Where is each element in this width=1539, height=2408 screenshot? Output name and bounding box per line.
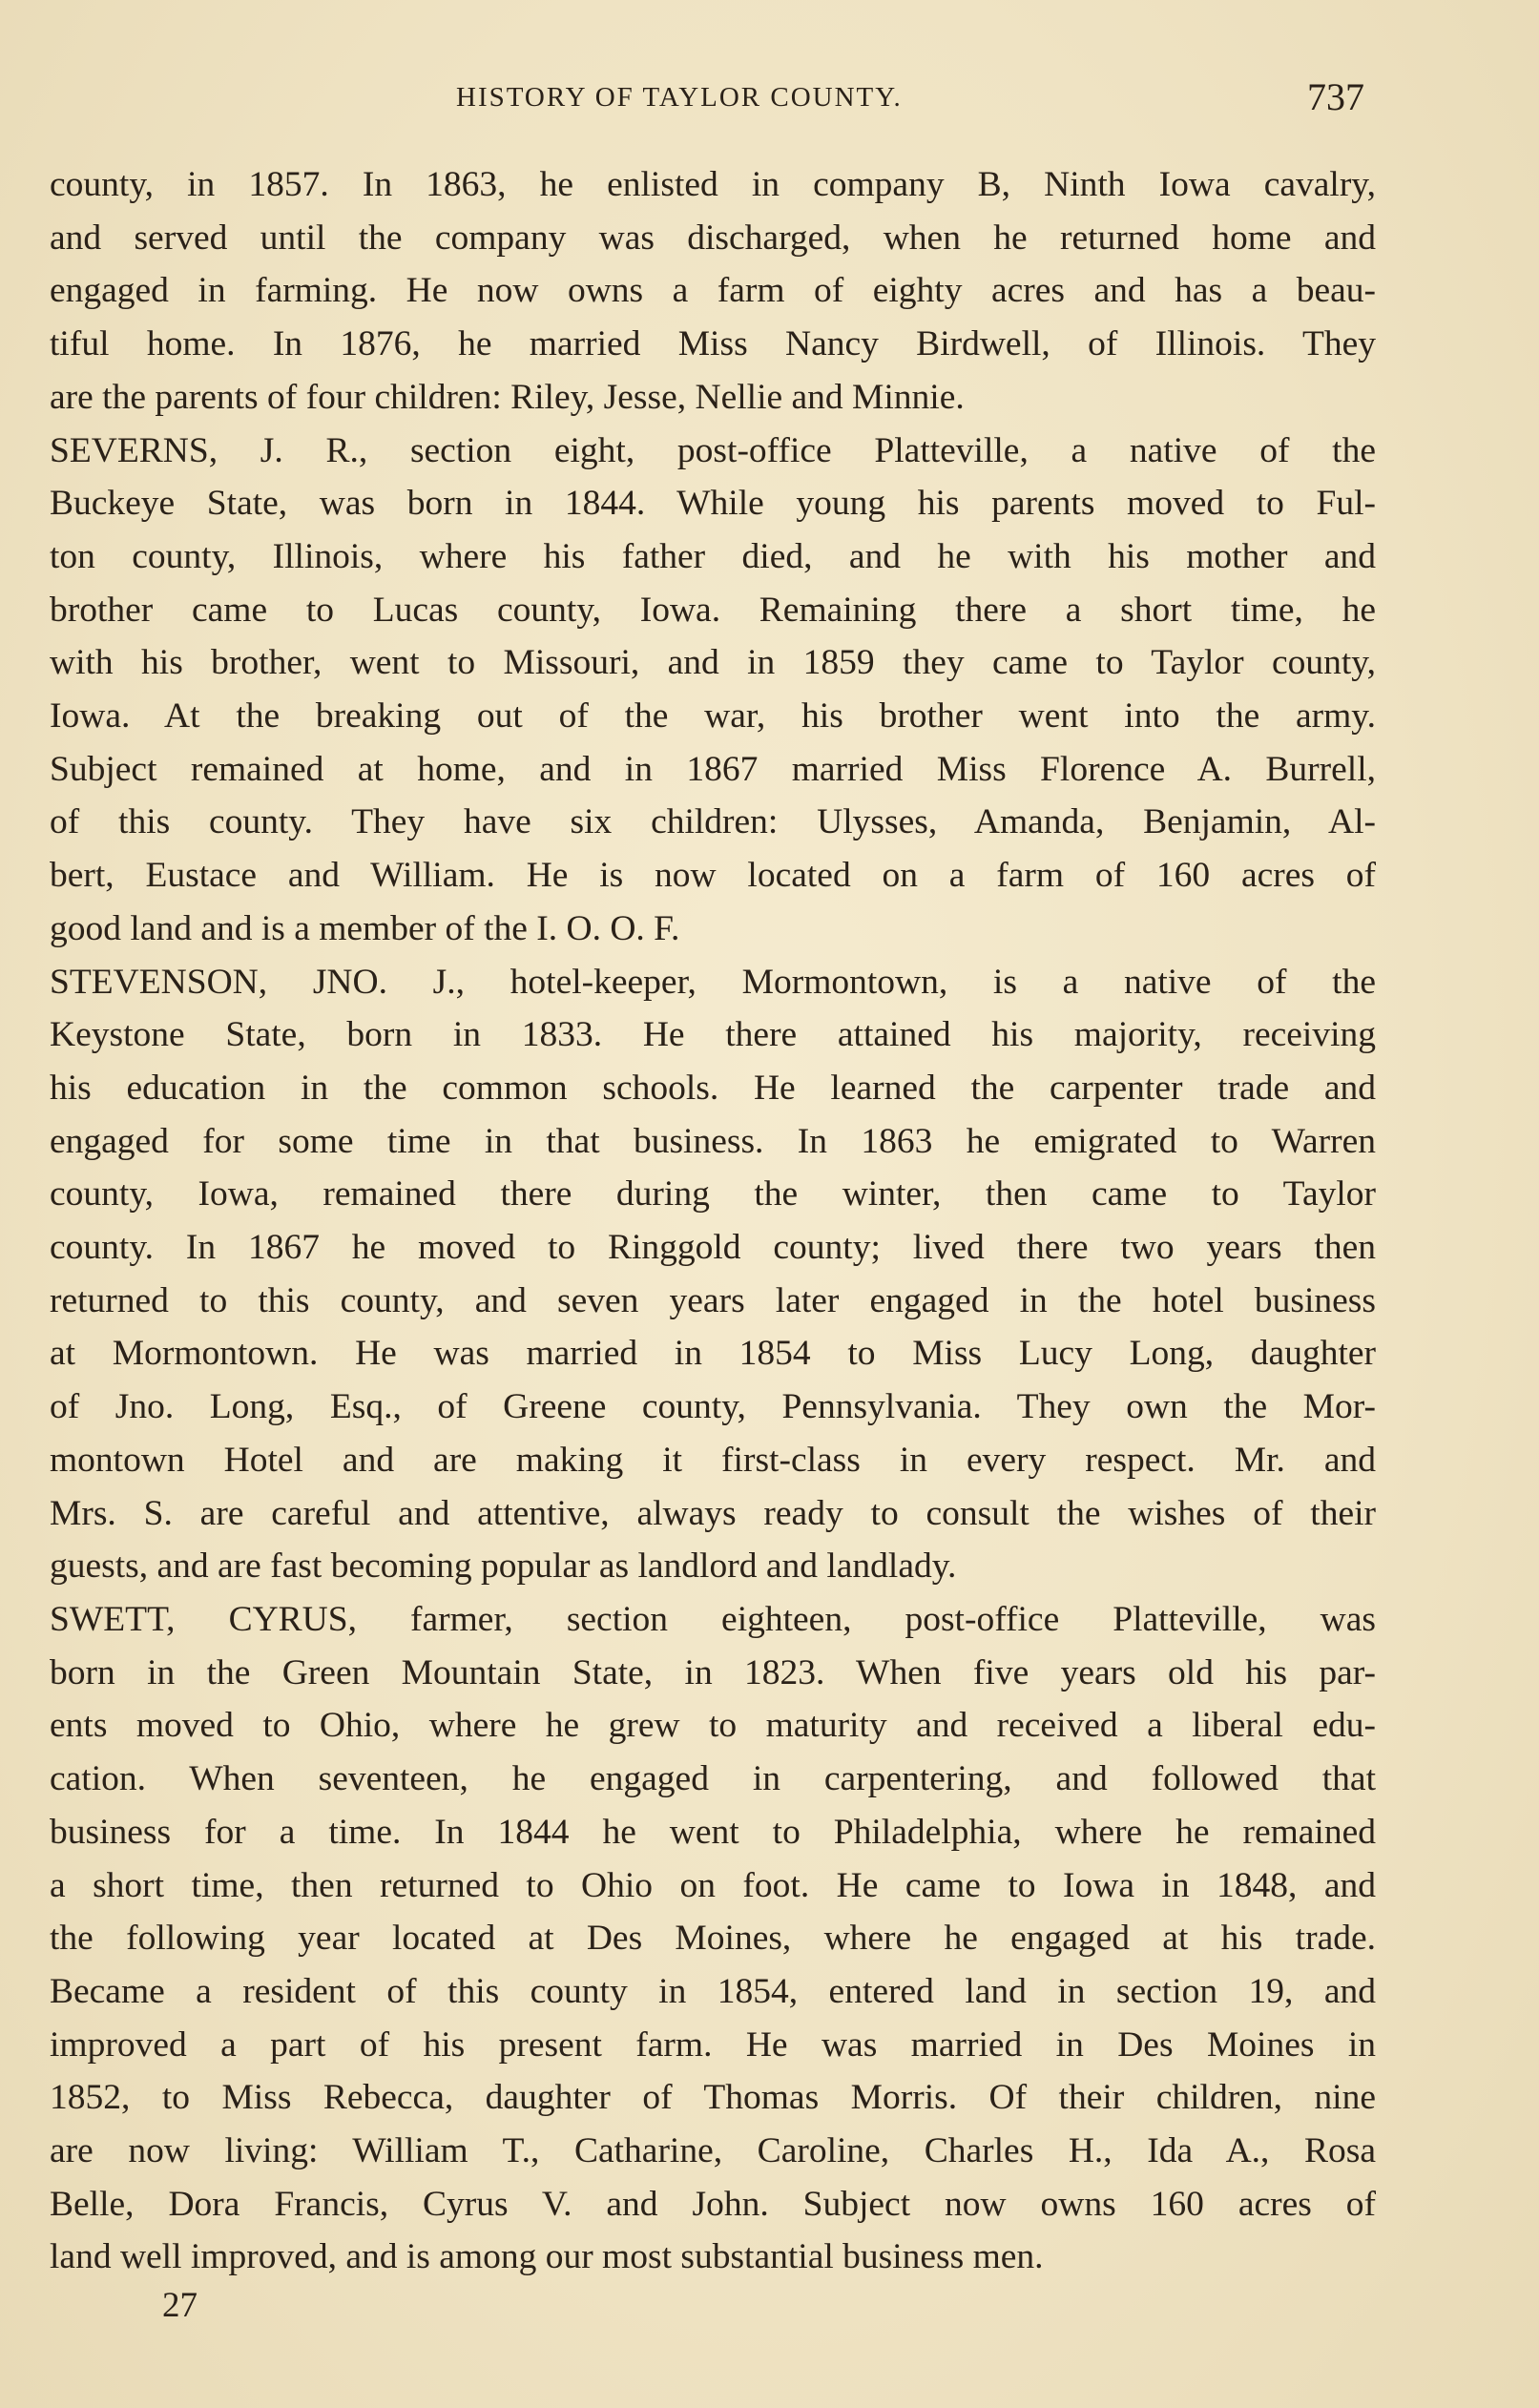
text-line: business for a time. In 1844 he went to Philadelphia, where he remained bbox=[50, 1812, 1376, 1852]
text-line: engaged in farming. He now owns a farm of eighty acres and has a beau- bbox=[50, 271, 1376, 311]
text-line: improved a part of his present farm. He was married in Des Moines in bbox=[50, 2024, 1376, 2065]
text-line: ton county, Illinois, where his father died, and he with his mother and bbox=[50, 536, 1376, 576]
text-line: ents moved to Ohio, where he grew to maturity and received a liberal edu- bbox=[50, 1706, 1376, 1746]
text-line: tiful home. In 1876, he married Miss Nancy Birdwell, of Illinois. They bbox=[50, 324, 1376, 364]
text-line: guests, and are fast becoming popular as landlord and landlady. bbox=[50, 1547, 957, 1587]
text-line: the following year located at Des Moines, where he engaged at his trade. bbox=[50, 1919, 1376, 1959]
text-line: Belle, Dora Francis, Cyrus V. and John. Subject now owns 160 acres of bbox=[50, 2184, 1376, 2224]
page-number: 737 bbox=[1307, 75, 1364, 118]
text-line: of Jno. Long, Esq., of Greene county, Pennsylvania. They own the Mor- bbox=[50, 1387, 1376, 1427]
text-line: land well improved, and is among our most substantial business men. bbox=[50, 2237, 1044, 2277]
text-line: Subject remained at home, and in 1867 married Miss Florence A. Burrell, bbox=[50, 749, 1376, 789]
text-line: returned to this county, and seven years later engaged in the hotel business bbox=[50, 1280, 1376, 1320]
text-line: born in the Green Mountain State, in 1823. When five years old his par- bbox=[50, 1652, 1376, 1692]
text-line: Buckeye State, was born in 1844. While young his parents moved to Ful- bbox=[50, 484, 1376, 524]
text-line: his education in the common schools. He learned the carpenter trade and bbox=[50, 1068, 1376, 1108]
text-line: are now living: William T., Catharine, Caroline, Charles H., Ida A., Rosa bbox=[50, 2131, 1376, 2171]
text-line: 1852, to Miss Rebecca, daughter of Thomas Morris. Of their children, nine bbox=[50, 2078, 1376, 2118]
text-line: engaged for some time in that business. In 1863 he emigrated to Warren bbox=[50, 1121, 1376, 1161]
text-line: montown Hotel and are making it first-class in every respect. Mr. and bbox=[50, 1440, 1376, 1480]
entry-heading-stevenson: STEVENSON, JNO. J., hotel-keeper, Mormontown, is a native of the bbox=[50, 962, 1376, 1002]
body-text bbox=[50, 158, 1376, 2284]
running-head: HISTORY OF TAYLOR COUNTY. bbox=[456, 82, 903, 113]
text-line: are the parents of four children: Riley, Jesse, Nellie and Minnie. bbox=[50, 377, 965, 417]
text-line: cation. When seventeen, he engaged in carpentering, and followed that bbox=[50, 1759, 1376, 1799]
text-line: good land and is a member of the I. O. O. F. bbox=[50, 908, 680, 948]
text-line: and served until the company was discharged, when he returned home and bbox=[50, 218, 1376, 258]
entry-heading-severns: SEVERNS, J. R., section eight, post-office Platteville, a native of the bbox=[50, 430, 1376, 470]
text-line: brother came to Lucas county, Iowa. Remaining there a short time, he bbox=[50, 590, 1376, 630]
text-line: Mrs. S. are careful and attentive, always ready to consult the wishes of their bbox=[50, 1493, 1376, 1533]
text-line: Iowa. At the breaking out of the war, his brother went into the army. bbox=[50, 696, 1376, 737]
text-line: a short time, then returned to Ohio on foot. He came to Iowa in 1848, and bbox=[50, 1865, 1376, 1905]
entry-heading-swett: SWETT, CYRUS, farmer, section eighteen, post-office Platteville, was bbox=[50, 1599, 1376, 1639]
text-line: county, in 1857. In 1863, he enlisted in company B, Ninth Iowa cavalry, bbox=[50, 165, 1376, 204]
text-line: county. In 1867 he moved to Ringgold county; lived there two years then bbox=[50, 1228, 1376, 1268]
signature-mark: 27 bbox=[162, 2286, 198, 2325]
text-line: county, Iowa, remained there during the winter, then came to Taylor bbox=[50, 1174, 1376, 1214]
text-line: at Mormontown. He was married in 1854 to Miss Lucy Long, daughter bbox=[50, 1334, 1376, 1374]
text-line: with his brother, went to Missouri, and in 1859 they came to Taylor county, bbox=[50, 643, 1376, 683]
text-line: Became a resident of this county in 1854, entered land in section 19, and bbox=[50, 1971, 1376, 2011]
text-line: of this county. They have six children: Ulysses, Amanda, Benjamin, Al- bbox=[50, 802, 1376, 842]
text-line: bert, Eustace and William. He is now located on a farm of 160 acres of bbox=[50, 856, 1376, 896]
text-line: Keystone State, born in 1833. He there attained his majority, receiving bbox=[50, 1015, 1376, 1055]
